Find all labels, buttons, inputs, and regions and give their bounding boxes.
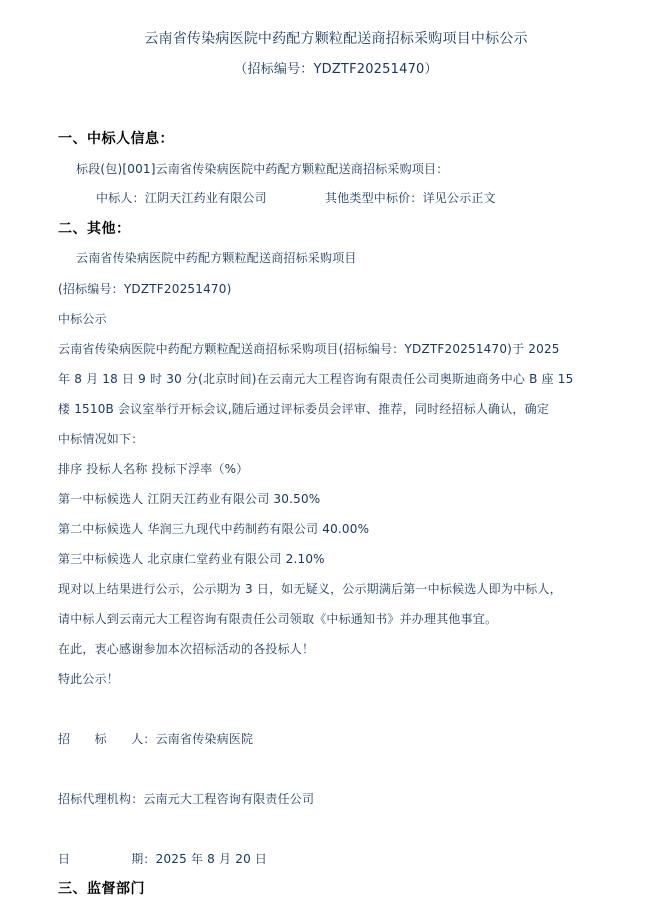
announce-line-2: 请中标人到云南元大工程咨询有限责任公司领取《中标通知书》并办理其他事宜。: [58, 612, 498, 626]
date-row: [58, 851, 267, 867]
date-label: 日 期：: [58, 852, 156, 866]
other-price-value: 详见公示正文: [422, 191, 496, 205]
body-line-4: 中标情况如下：: [58, 432, 144, 446]
winner-row: [96, 190, 267, 206]
body-line-3: 楼 1510B 会议室举行开标会议,随后通过评标委员会评审、推荐，同时经招标人确认，确定: [58, 402, 550, 416]
winner-label: 中标人：: [96, 191, 145, 205]
agency-value: 云南元大工程咨询有限责任公司: [143, 792, 315, 806]
body-line-2: 年 8 月 18 日 9 时 30 分(北京时间)在云南元大工程咨询有限责任公司奥斯迪商务中心 B 座 15: [58, 372, 574, 386]
thanks-line: 在此，衷心感谢参加本次招标活动的各投标人！: [58, 642, 315, 656]
section-heading-winner-info: 一、中标人信息：: [58, 131, 174, 147]
body-line-1: 云南省传染病医院中药配方颗粒配送商招标采购项目(招标编号：YDZTF20251470)于 2025: [58, 342, 560, 356]
tenderer-label: 招 标 人：: [58, 732, 156, 746]
section-heading-other: 二、其他：: [58, 221, 131, 237]
tenderer-value: 云南省传染病医院: [155, 732, 254, 746]
announce-line-1: 现对以上结果进行公示，公示期为 3 日，如无疑义，公示期满后第一中标候选人即为中标人，: [58, 582, 562, 596]
other-price-row: [325, 190, 496, 206]
candidate-row: 第一中标候选人 江阴天江药业有限公司 30.50%: [58, 492, 321, 506]
date-value: 2025 年 8 月 20 日: [155, 852, 268, 866]
candidate-table-header: 排序 投标人名称 投标下浮率（%）: [58, 462, 249, 476]
document-title: 云南省传染病医院中药配方颗粒配送商招标采购项目中标公示: [144, 31, 528, 47]
project-name: 云南省传染病医院中药配方颗粒配送商招标采购项目: [76, 251, 357, 265]
tender-code: （招标编号：YDZTF20251470）: [234, 62, 438, 77]
candidate-row: 第三中标候选人 北京康仁堂药业有限公司 2.10%: [58, 552, 325, 566]
lot-description: 标段(包)[001]云南省传染病医院中药配方颗粒配送商招标采购项目：: [76, 162, 449, 176]
notice-title: 中标公示: [58, 312, 107, 326]
tenderer-row: [58, 731, 253, 747]
project-code: (招标编号：YDZTF20251470): [58, 282, 232, 296]
winner-name: 江阴天江药业有限公司: [144, 191, 267, 205]
agency-label: 招标代理机构：: [58, 792, 144, 806]
section-heading-supervision: 三、监督部门: [58, 881, 145, 897]
closing-line: 特此公示！: [58, 672, 120, 686]
candidate-row: 第二中标候选人 华润三九现代中药制药有限公司 40.00%: [58, 522, 370, 536]
other-price-label: 其他类型中标价：: [325, 191, 423, 205]
agency-row: [58, 791, 314, 807]
